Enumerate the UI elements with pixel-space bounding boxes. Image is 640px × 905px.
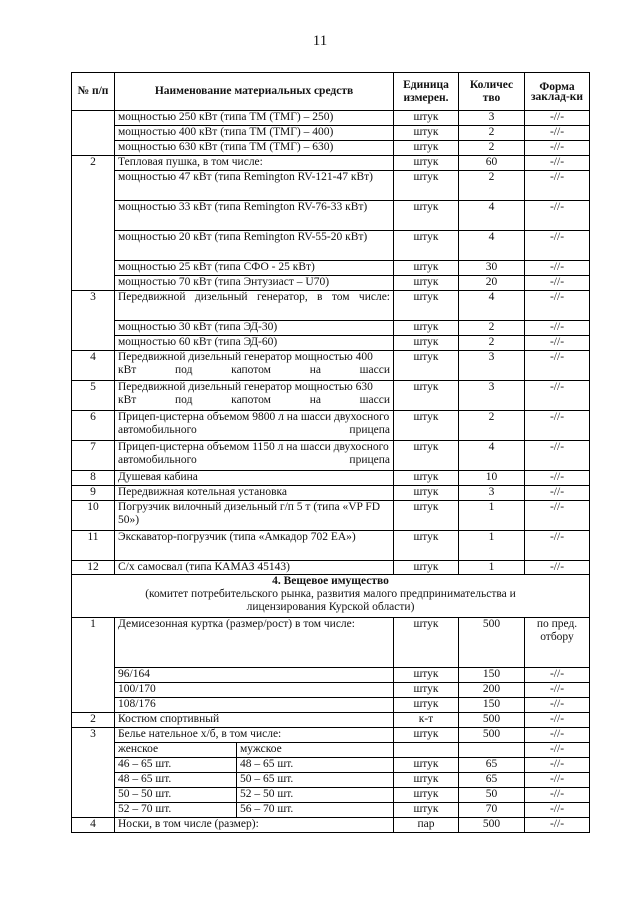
unit-cell: штук: [394, 126, 459, 141]
num-cell: 1: [72, 618, 115, 713]
table-row: [72, 531, 590, 561]
men-size-cell: 50 – 65 шт.: [237, 773, 394, 788]
name-cell: мощностью 630 кВт (типа ТМ (ТМГ) – 630): [115, 141, 394, 156]
unit-cell: штук: [394, 788, 459, 803]
form-cell: -//-: [525, 471, 590, 486]
form-cell: -//-: [525, 261, 590, 276]
table-row: [72, 201, 590, 231]
qty-cell: 3: [459, 486, 525, 501]
table-row: [72, 713, 590, 728]
header-num: № п/п: [72, 73, 115, 111]
table-row: [72, 683, 590, 698]
section-subtitle: (комитет потребительского рынка, развития малого предпринимательства и лицензирования Курской области): [145, 588, 516, 613]
name-cell: Душевая кабина: [115, 471, 394, 486]
table-row: [72, 773, 590, 788]
form-cell: -//-: [525, 141, 590, 156]
unit-cell: штук: [394, 111, 459, 126]
qty-cell: 2: [459, 141, 525, 156]
qty-cell: 60: [459, 156, 525, 171]
unit-cell: штук: [394, 321, 459, 336]
qty-cell: 4: [459, 291, 525, 321]
table-row: [72, 668, 590, 683]
table-row: [72, 321, 590, 336]
form-cell: -//-: [525, 201, 590, 231]
num-cell: 8: [72, 471, 115, 486]
form-cell: -//-: [525, 291, 590, 321]
form-cell: -//-: [525, 276, 590, 291]
qty-cell: 3: [459, 381, 525, 411]
num-cell: 10: [72, 501, 115, 531]
size-cell: 108/176: [115, 698, 394, 713]
form-cell: -//-: [525, 501, 590, 531]
qty-cell: [459, 743, 525, 758]
form-cell: -//-: [525, 411, 590, 441]
section-title: 4. Вещевое имущество: [272, 575, 389, 587]
qty-cell: 2: [459, 171, 525, 201]
table-row: [72, 291, 590, 321]
section-header-row: [72, 575, 590, 618]
table-row: [72, 141, 590, 156]
num-cell: 3: [72, 291, 115, 351]
name-cell: Тепловая пушка, в том числе:: [115, 156, 394, 171]
qty-cell: 500: [459, 728, 525, 743]
header-form: Форма заклад-ки: [525, 73, 590, 111]
num-cell: 7: [72, 441, 115, 471]
form-cell: -//-: [525, 351, 590, 381]
page-number: 11: [312, 33, 328, 49]
unit-cell: штук: [394, 231, 459, 261]
form-cell: -//-: [525, 441, 590, 471]
form-cell: -//-: [525, 321, 590, 336]
name-cell: Прицеп-цистерна объемом 1150 л на шасси двухосного автомобильного прицепа: [115, 441, 394, 471]
men-header: мужское: [237, 743, 394, 758]
header-qty: Количес тво: [459, 73, 525, 111]
form-cell: -//-: [525, 668, 590, 683]
table-row: [72, 276, 590, 291]
women-size-cell: 46 – 65 шт.: [115, 758, 237, 773]
form-cell: -//-: [525, 743, 590, 758]
qty-cell: 3: [459, 111, 525, 126]
unit-cell: штук: [394, 411, 459, 441]
table-row: [72, 788, 590, 803]
women-size-cell: 52 – 70 шт.: [115, 803, 237, 818]
form-cell: -//-: [525, 818, 590, 833]
name-cell: Экскаватор-погрузчик (типа «Амкадор 702 ЕА»): [115, 531, 394, 561]
name-cell: Погрузчик вилочный дизельный г/п 5 т (типа «VP FD 50»): [115, 501, 394, 531]
qty-cell: 2: [459, 336, 525, 351]
header-name: Наименование материальных средств: [115, 73, 394, 111]
unit-cell: штук: [394, 351, 459, 381]
table-row: [72, 561, 590, 575]
unit-cell: штук: [394, 336, 459, 351]
num-cell: 11: [72, 531, 115, 561]
unit-cell: штук: [394, 698, 459, 713]
name-cell: Носки, в том числе (размер):: [115, 818, 394, 833]
num-cell: [72, 111, 115, 156]
table-row: [72, 126, 590, 141]
form-cell: по пред. отбору: [525, 618, 590, 668]
unit-cell: штук: [394, 668, 459, 683]
table-row: [72, 111, 590, 126]
qty-cell: 150: [459, 668, 525, 683]
materials-table: [71, 72, 590, 833]
num-cell: 4: [72, 351, 115, 381]
num-cell: 12: [72, 561, 115, 575]
unit-cell: к-т: [394, 713, 459, 728]
name-cell: мощностью 47 кВт (типа Remington RV-121-47 кВт): [115, 171, 394, 201]
name-cell: мощностью 60 кВт (типа ЭД-60): [115, 336, 394, 351]
table-row: [72, 171, 590, 201]
qty-cell: 200: [459, 683, 525, 698]
men-size-cell: 48 – 65 шт.: [237, 758, 394, 773]
name-cell: Передвижной дизельный генератор мощностью 400 кВт под капотом на шасси: [115, 351, 394, 381]
qty-cell: 500: [459, 818, 525, 833]
name-cell: мощностью 70 кВт (типа Энтузиаст – U70): [115, 276, 394, 291]
women-size-cell: 48 – 65 шт.: [115, 773, 237, 788]
unit-cell: штук: [394, 171, 459, 201]
unit-cell: штук: [394, 381, 459, 411]
form-cell: -//-: [525, 531, 590, 561]
form-cell: -//-: [525, 486, 590, 501]
unit-cell: штук: [394, 683, 459, 698]
qty-cell: 50: [459, 788, 525, 803]
qty-cell: 1: [459, 501, 525, 531]
name-cell: мощностью 250 кВт (типа ТМ (ТМГ) – 250): [115, 111, 394, 126]
name-cell: Костюм спортивный: [115, 713, 394, 728]
table-header-row: [72, 73, 590, 111]
name-cell: Передвижная котельная установка: [115, 486, 394, 501]
table-row: [72, 698, 590, 713]
qty-cell: 2: [459, 411, 525, 441]
form-cell: -//-: [525, 156, 590, 171]
name-cell: мощностью 30 кВт (типа ЭД-30): [115, 321, 394, 336]
unit-cell: штук: [394, 276, 459, 291]
unit-cell: штук: [394, 758, 459, 773]
qty-cell: 4: [459, 441, 525, 471]
num-cell: 4: [72, 818, 115, 833]
unit-cell: штук: [394, 291, 459, 321]
form-cell: -//-: [525, 788, 590, 803]
unit-cell: штук: [394, 201, 459, 231]
num-cell: 9: [72, 486, 115, 501]
name-cell: мощностью 20 кВт (типа Remington RV-55-20 кВт): [115, 231, 394, 261]
qty-cell: 2: [459, 321, 525, 336]
name-cell: Передвижной дизельный генератор мощностью 630 кВт под капотом на шасси: [115, 381, 394, 411]
qty-cell: 65: [459, 773, 525, 788]
num-cell: 3: [72, 728, 115, 818]
form-cell: -//-: [525, 698, 590, 713]
qty-cell: 1: [459, 531, 525, 561]
unit-cell: штук: [394, 156, 459, 171]
qty-cell: 20: [459, 276, 525, 291]
table-row: [72, 818, 590, 833]
qty-cell: 10: [459, 471, 525, 486]
qty-cell: 2: [459, 126, 525, 141]
form-cell: -//-: [525, 336, 590, 351]
form-cell: -//-: [525, 683, 590, 698]
women-size-cell: 50 – 50 шт.: [115, 788, 237, 803]
unit-cell: штук: [394, 261, 459, 276]
num-cell: 2: [72, 156, 115, 291]
unit-cell: пар: [394, 818, 459, 833]
num-cell: 2: [72, 713, 115, 728]
unit-cell: штук: [394, 486, 459, 501]
table-row: [72, 486, 590, 501]
form-cell: -//-: [525, 171, 590, 201]
form-cell: -//-: [525, 231, 590, 261]
table-row: [72, 231, 590, 261]
men-size-cell: 56 – 70 шт.: [237, 803, 394, 818]
table-row: [72, 411, 590, 441]
qty-cell: 30: [459, 261, 525, 276]
qty-cell: 1: [459, 561, 525, 575]
name-cell: С/х самосвал (типа КАМАЗ 45143): [115, 561, 394, 575]
qty-cell: 150: [459, 698, 525, 713]
qty-cell: 4: [459, 201, 525, 231]
unit-cell: штук: [394, 773, 459, 788]
header-unit: Единица измерен.: [394, 73, 459, 111]
table-row: [72, 156, 590, 171]
section-header: [72, 575, 590, 618]
qty-cell: 500: [459, 618, 525, 668]
unit-cell: штук: [394, 618, 459, 668]
women-header: женское: [115, 743, 237, 758]
form-cell: -//-: [525, 111, 590, 126]
form-cell: -//-: [525, 126, 590, 141]
form-cell: -//-: [525, 758, 590, 773]
table-row: [72, 728, 590, 743]
table-row: [72, 758, 590, 773]
size-cell: 100/170: [115, 683, 394, 698]
form-cell: -//-: [525, 773, 590, 788]
name-cell: Прицеп-цистерна объемом 9800 л на шасси двухосного автомобильного прицепа: [115, 411, 394, 441]
qty-cell: 70: [459, 803, 525, 818]
name-cell: мощностью 33 кВт (типа Remington RV-76-33 кВт): [115, 201, 394, 231]
table-row: [72, 471, 590, 486]
form-cell: -//-: [525, 803, 590, 818]
table-row: [72, 618, 590, 668]
unit-cell: штук: [394, 803, 459, 818]
table-row: [72, 336, 590, 351]
form-cell: -//-: [525, 381, 590, 411]
name-cell: Демисезонная куртка (размер/рост) в том числе:: [115, 618, 394, 668]
qty-cell: 3: [459, 351, 525, 381]
size-cell: 96/164: [115, 668, 394, 683]
form-cell: -//-: [525, 728, 590, 743]
unit-cell: штук: [394, 471, 459, 486]
name-cell: Передвижной дизельный генератор, в том числе:: [115, 291, 394, 321]
unit-cell: штук: [394, 561, 459, 575]
unit-cell: штук: [394, 501, 459, 531]
unit-cell: штук: [394, 141, 459, 156]
table-row: [72, 261, 590, 276]
form-cell: -//-: [525, 713, 590, 728]
unit-cell: штук: [394, 728, 459, 743]
table-row: [72, 441, 590, 471]
table-row: [72, 351, 590, 381]
unit-cell: штук: [394, 441, 459, 471]
unit-cell: [394, 743, 459, 758]
qty-cell: 500: [459, 713, 525, 728]
table-row: [72, 803, 590, 818]
qty-cell: 4: [459, 231, 525, 261]
name-cell: Белье нательное х/б, в том числе:: [115, 728, 394, 743]
name-cell: мощностью 25 кВт (типа СФО - 25 кВт): [115, 261, 394, 276]
table-row: [72, 381, 590, 411]
table-row: [72, 743, 590, 758]
form-cell: -//-: [525, 561, 590, 575]
unit-cell: штук: [394, 531, 459, 561]
num-cell: 6: [72, 411, 115, 441]
table-row: [72, 501, 590, 531]
qty-cell: 65: [459, 758, 525, 773]
men-size-cell: 52 – 50 шт.: [237, 788, 394, 803]
num-cell: 5: [72, 381, 115, 411]
name-cell: мощностью 400 кВт (типа ТМ (ТМГ) – 400): [115, 126, 394, 141]
